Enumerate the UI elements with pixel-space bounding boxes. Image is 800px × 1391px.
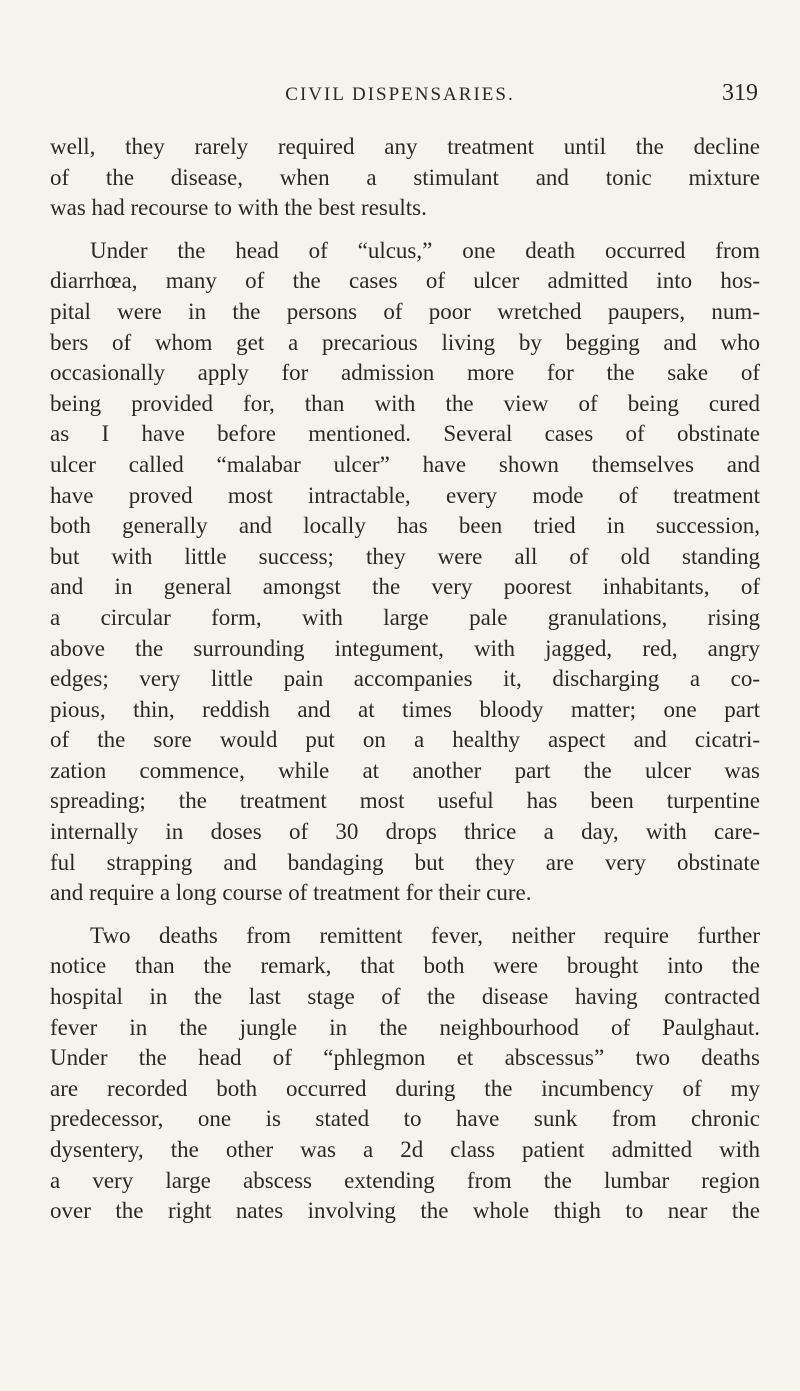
text-line: and in general amongst the very poorest inhabitants, of	[50, 574, 760, 600]
text-line: of the sore would put on a healthy aspect and cicatri-	[50, 727, 760, 753]
text-line: and require a long course of treatment for their cure.	[50, 880, 532, 906]
text-line: a circular form, with large pale granulations, rising	[50, 604, 760, 630]
text-line: as I have before mentioned. Several cases of obstinate	[50, 421, 760, 447]
running-title: CIVIL DISPENSARIES.	[285, 84, 515, 105]
text-line: over the right nates involving the whole thigh to near the	[50, 1198, 760, 1224]
text-line: Two deaths from remittent fever, neither require further	[90, 922, 760, 948]
paragraph-gap	[50, 224, 760, 236]
text-line: bers of whom get a precarious living by begging and who	[50, 329, 760, 355]
text-line: well, they rarely required any treatment until the decline	[50, 134, 760, 159]
text-line: was had recourse to with the best results.	[50, 195, 427, 221]
text-line: have proved most intractable, every mode of treatment	[50, 482, 760, 508]
text-line: ful strapping and bandaging but they are very obstinate	[50, 849, 760, 875]
page-number: 319	[722, 80, 758, 106]
paragraph-gap	[50, 909, 760, 921]
paragraph-3	[50, 921, 760, 1227]
text-line: predecessor, one is stated to have sunk from chronic	[50, 1106, 760, 1132]
body-text	[50, 132, 760, 1227]
text-line: spreading; the treatment most useful has been turpentine	[50, 788, 760, 814]
text-line: Under the head of “ulcus,” one death occurred from	[90, 237, 760, 263]
text-line: above the surrounding integument, with jagged, red, angry	[50, 635, 760, 661]
text-line: notice than the remark, that both were brought into the	[50, 953, 760, 979]
text-line: pital were in the persons of poor wretched paupers, num-	[50, 298, 760, 324]
paragraph-1	[50, 132, 760, 224]
text-line: diarrhœa, many of the cases of ulcer admitted into hos-	[50, 268, 760, 294]
text-line: zation commence, while at another part the ulcer was	[50, 757, 760, 783]
paragraph-2	[50, 236, 760, 909]
text-line: a very large abscess extending from the lumbar region	[50, 1167, 760, 1193]
text-line: hospital in the last stage of the disease having contracted	[50, 984, 760, 1010]
running-head	[0, 80, 800, 110]
text-line: occasionally apply for admission more for the sake of	[50, 360, 760, 386]
text-line: being provided for, than with the view of being cured	[50, 390, 760, 416]
text-line: but with little success; they were all of old standing	[50, 543, 760, 569]
text-line: both generally and locally has been tried in succession,	[50, 513, 760, 539]
text-line: edges; very little pain accompanies it, discharging a co-	[50, 666, 760, 692]
text-line: are recorded both occurred during the incumbency of my	[50, 1075, 760, 1101]
text-line: of the disease, when a stimulant and tonic mixture	[50, 164, 760, 190]
text-line: pious, thin, reddish and at times bloody matter; one part	[50, 696, 760, 722]
text-line: ulcer called “malabar ulcer” have shown themselves and	[50, 451, 760, 477]
text-line: internally in doses of 30 drops thrice a day, with care-	[50, 819, 760, 845]
text-line: Under the head of “phlegmon et abscessus” two deaths	[50, 1045, 760, 1071]
text-line: dysentery, the other was a 2d class patient admitted with	[50, 1137, 760, 1162]
text-line: fever in the jungle in the neighbourhood of Paulghaut.	[50, 1014, 760, 1040]
